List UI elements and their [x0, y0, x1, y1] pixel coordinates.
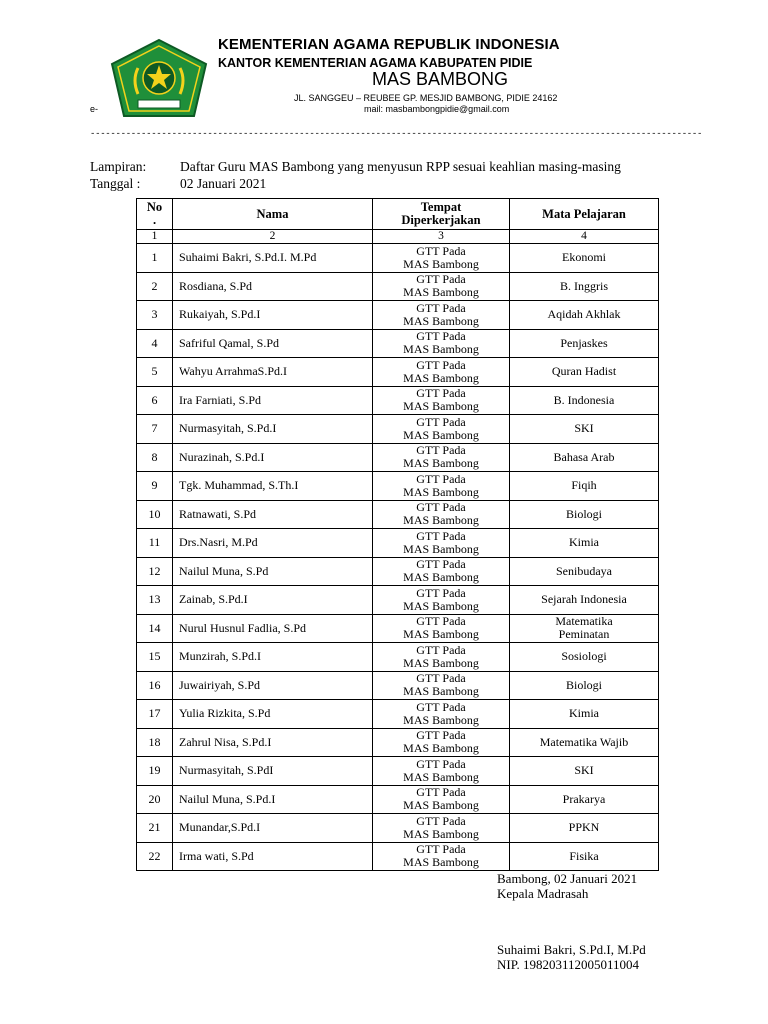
placement-line-2: MAS Bambong: [403, 456, 479, 471]
row-placement: [373, 842, 510, 871]
row-number: 6: [137, 386, 173, 415]
numbering-cell: 4: [510, 230, 659, 244]
placement-line-1: GTT Pada: [416, 243, 466, 258]
row-number: 22: [137, 842, 173, 871]
row-number: 11: [137, 529, 173, 558]
row-placement: [373, 415, 510, 444]
ministry-title: KEMENTERIAN AGAMA REPUBLIK INDONESIA: [218, 36, 560, 53]
table-row: [137, 757, 659, 786]
row-number: 7: [137, 415, 173, 444]
row-subject: Sejarah Indonesia: [510, 586, 659, 615]
placement-line-1: GTT Pada: [416, 272, 466, 287]
tanggal-line: [90, 176, 266, 192]
row-placement: [373, 272, 510, 301]
row-placement: [373, 529, 510, 558]
placement-line-2: MAS Bambong: [403, 598, 479, 613]
table-row: [137, 443, 659, 472]
header-nama: Nama: [173, 199, 373, 230]
row-number: 13: [137, 586, 173, 615]
row-name: Zahrul Nisa, S.Pd.I: [173, 728, 373, 757]
table-row: [137, 785, 659, 814]
placement-line-2: MAS Bambong: [403, 484, 479, 499]
row-name: Tgk. Muhammad, S.Th.I: [173, 472, 373, 501]
table-row: [137, 301, 659, 330]
row-number: 9: [137, 472, 173, 501]
row-placement: [373, 500, 510, 529]
header-mapel: Mata Pelajaran: [510, 199, 659, 230]
table-row: [137, 272, 659, 301]
placement-line-2: MAS Bambong: [403, 342, 479, 357]
email: mail: masbambongpidie@gmail.com: [364, 104, 510, 114]
email-prefix: e-: [90, 104, 99, 114]
placement-line-1: GTT Pada: [416, 443, 466, 458]
school-title: MAS BAMBONG: [372, 69, 509, 89]
row-name: Nurmasyitah, S.PdI: [173, 757, 373, 786]
table-header-row: [137, 199, 659, 230]
row-name: Safriful Qamal, S.Pd: [173, 329, 373, 358]
placement-line-2: MAS Bambong: [403, 769, 479, 784]
office-title: KANTOR KEMENTERIAN AGAMA KABUPATEN PIDIE: [218, 56, 533, 70]
row-name: Rosdiana, S.Pd: [173, 272, 373, 301]
placement-line-1: GTT Pada: [416, 557, 466, 572]
row-number: 14: [137, 614, 173, 643]
placement-line-1: GTT Pada: [416, 699, 466, 714]
numbering-cell: 2: [173, 230, 373, 244]
row-number: 16: [137, 671, 173, 700]
row-subject: Fisika: [510, 842, 659, 871]
placement-line-1: GTT Pada: [416, 585, 466, 600]
placement-line-2: MAS Bambong: [403, 541, 479, 556]
row-subject: SKI: [510, 415, 659, 444]
row-number: 15: [137, 643, 173, 672]
signature-place-date: Bambong, 02 Januari 2021: [497, 871, 638, 886]
row-subject: Matematika Peminatan: [510, 614, 659, 643]
header-tempat: Tempat Diperkerjakan: [373, 199, 510, 230]
row-placement: [373, 614, 510, 643]
placement-line-1: GTT Pada: [416, 842, 466, 857]
row-number: 8: [137, 443, 173, 472]
row-name: Munzirah, S.Pd.I: [173, 643, 373, 672]
placement-line-1: GTT Pada: [416, 471, 466, 486]
placement-line-1: GTT Pada: [416, 414, 466, 429]
placement-line-2: MAS Bambong: [403, 684, 479, 699]
row-subject: Biologi: [510, 500, 659, 529]
placement-line-1: GTT Pada: [416, 785, 466, 800]
row-subject: Quran Hadist: [510, 358, 659, 387]
row-number: 5: [137, 358, 173, 387]
row-placement: [373, 244, 510, 273]
row-number: 21: [137, 814, 173, 843]
placement-line-1: GTT Pada: [416, 671, 466, 686]
row-placement: [373, 785, 510, 814]
table-row: [137, 814, 659, 843]
placement-line-2: MAS Bambong: [403, 399, 479, 414]
table-row: [137, 415, 659, 444]
placement-line-1: GTT Pada: [416, 528, 466, 543]
row-subject: Bahasa Arab: [510, 443, 659, 472]
row-subject: Sosiologi: [510, 643, 659, 672]
row-name: Juwairiyah, S.Pd: [173, 671, 373, 700]
row-placement: [373, 472, 510, 501]
row-subject: Matematika Wajib: [510, 728, 659, 757]
address: JL. SANGGEU – REUBEE GP. MESJID BAMBONG, PIDIE 24162: [294, 93, 558, 103]
row-subject: SKI: [510, 757, 659, 786]
row-placement: [373, 643, 510, 672]
placement-line-2: MAS Bambong: [403, 427, 479, 442]
placement-line-1: GTT Pada: [416, 813, 466, 828]
table-row: [137, 386, 659, 415]
row-number: 4: [137, 329, 173, 358]
row-placement: [373, 358, 510, 387]
row-number: 3: [137, 301, 173, 330]
row-subject: PPKN: [510, 814, 659, 843]
row-subject: Penjaskes: [510, 329, 659, 358]
placement-line-2: MAS Bambong: [403, 741, 479, 756]
placement-line-2: MAS Bambong: [403, 313, 479, 328]
row-subject: B. Inggris: [510, 272, 659, 301]
placement-line-2: MAS Bambong: [403, 855, 479, 870]
table-row: [137, 671, 659, 700]
row-number: 2: [137, 272, 173, 301]
placement-line-1: GTT Pada: [416, 300, 466, 315]
row-subject: Senibudaya: [510, 557, 659, 586]
placement-line-2: MAS Bambong: [403, 513, 479, 528]
table-row: [137, 244, 659, 273]
tanggal-value: 02 Januari 2021: [180, 176, 267, 191]
row-subject: Ekonomi: [510, 244, 659, 273]
row-subject: Biologi: [510, 671, 659, 700]
table-row: [137, 614, 659, 643]
placement-line-1: GTT Pada: [416, 500, 466, 515]
row-number: 20: [137, 785, 173, 814]
placement-line-2: MAS Bambong: [403, 826, 479, 841]
table-row: [137, 557, 659, 586]
placement-line-1: GTT Pada: [416, 357, 466, 372]
separator-line: ------------------------------------------------------------------------------------------------------------------------: [90, 129, 703, 139]
table-row: [137, 329, 659, 358]
placement-line-2: MAS Bambong: [403, 627, 479, 642]
row-name: Suhaimi Bakri, S.Pd.I. M.Pd: [173, 244, 373, 273]
row-placement: [373, 671, 510, 700]
row-subject: Kimia: [510, 529, 659, 558]
tanggal-label: Tanggal :: [90, 176, 141, 191]
lampiran-label: Lampiran:: [90, 159, 147, 174]
kemenag-logo-icon: [108, 38, 210, 120]
row-name: Nailul Muna, S.Pd.I: [173, 785, 373, 814]
row-name: Munandar,S.Pd.I: [173, 814, 373, 843]
row-name: Ratnawati, S.Pd: [173, 500, 373, 529]
row-placement: [373, 301, 510, 330]
row-placement: [373, 386, 510, 415]
placement-line-1: GTT Pada: [416, 614, 466, 629]
row-number: 17: [137, 700, 173, 729]
row-number: 19: [137, 757, 173, 786]
numbering-cell: 3: [373, 230, 510, 244]
row-placement: [373, 557, 510, 586]
table-row: [137, 529, 659, 558]
placement-line-1: GTT Pada: [416, 386, 466, 401]
row-name: Nurazinah, S.Pd.I: [173, 443, 373, 472]
placement-line-2: MAS Bambong: [403, 712, 479, 727]
row-name: Wahyu ArrahmaS.Pd.I: [173, 358, 373, 387]
row-placement: [373, 586, 510, 615]
row-subject: Kimia: [510, 700, 659, 729]
row-placement: [373, 329, 510, 358]
row-subject: Prakarya: [510, 785, 659, 814]
placement-line-1: GTT Pada: [416, 642, 466, 657]
row-number: 1: [137, 244, 173, 273]
table-row: [137, 643, 659, 672]
table-row: [137, 700, 659, 729]
row-name: Ira Farniati, S.Pd: [173, 386, 373, 415]
table-row: [137, 358, 659, 387]
row-number: 18: [137, 728, 173, 757]
row-number: 10: [137, 500, 173, 529]
row-name: Yulia Rizkita, S.Pd: [173, 700, 373, 729]
row-name: Nurmasyitah, S.Pd.I: [173, 415, 373, 444]
row-subject: Fiqih: [510, 472, 659, 501]
row-placement: [373, 700, 510, 729]
table-row: [137, 586, 659, 615]
row-placement: [373, 814, 510, 843]
row-placement: [373, 728, 510, 757]
placement-line-2: MAS Bambong: [403, 256, 479, 271]
row-subject: B. Indonesia: [510, 386, 659, 415]
lampiran-value: Daftar Guru MAS Bambong yang menyusun RPP sesuai keahlian masing-masing: [180, 159, 621, 174]
row-name: Rukaiyah, S.Pd.I: [173, 301, 373, 330]
signature-name: Suhaimi Bakri, S.Pd.I, M.Pd: [497, 942, 646, 957]
row-name: Zainab, S.Pd.I: [173, 586, 373, 615]
row-placement: [373, 757, 510, 786]
lampiran-line: [90, 159, 621, 175]
placement-line-1: GTT Pada: [416, 329, 466, 344]
row-subject: Aqidah Akhlak: [510, 301, 659, 330]
teacher-table: [136, 198, 659, 871]
placement-line-2: MAS Bambong: [403, 798, 479, 813]
table-row: [137, 472, 659, 501]
placement-line-2: MAS Bambong: [403, 285, 479, 300]
signature-nip: NIP. 198203112005011004: [497, 957, 640, 972]
numbering-cell: 1: [137, 230, 173, 244]
row-name: Nurul Husnul Fadlia, S.Pd: [173, 614, 373, 643]
placement-line-1: GTT Pada: [416, 728, 466, 743]
table-row: [137, 842, 659, 871]
signature-position: Kepala Madrasah: [497, 886, 589, 901]
placement-line-2: MAS Bambong: [403, 570, 479, 585]
row-placement: [373, 443, 510, 472]
placement-line-1: GTT Pada: [416, 756, 466, 771]
row-name: Nailul Muna, S.Pd: [173, 557, 373, 586]
header-no: No .: [137, 199, 173, 230]
row-name: Drs.Nasri, M.Pd: [173, 529, 373, 558]
table-row: [137, 500, 659, 529]
table-row: [137, 728, 659, 757]
row-name: Irma wati, S.Pd: [173, 842, 373, 871]
row-number: 12: [137, 557, 173, 586]
placement-line-2: MAS Bambong: [403, 370, 479, 385]
table-numbering-row: [137, 230, 659, 244]
placement-line-2: MAS Bambong: [403, 655, 479, 670]
letterhead: [0, 0, 768, 139]
